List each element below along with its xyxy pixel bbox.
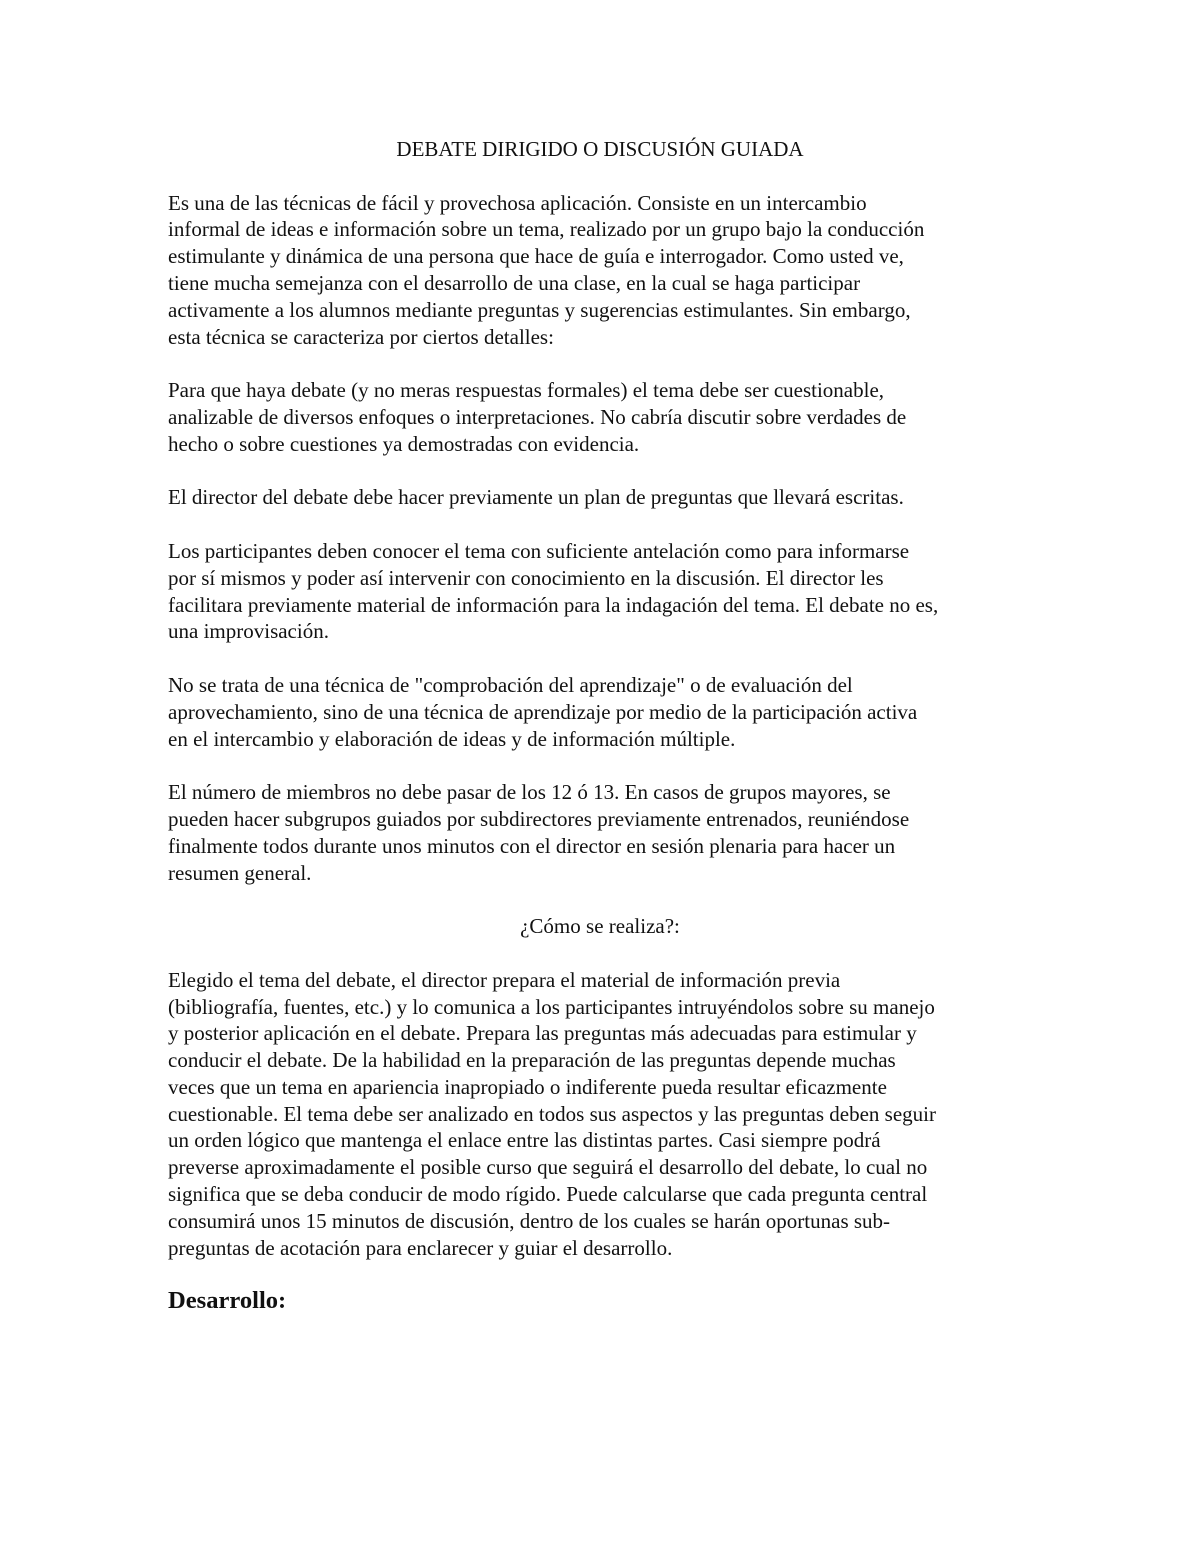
section-heading-como-se-realiza: ¿Cómo se realiza?: bbox=[520, 914, 680, 939]
text-line: esta técnica se caracteriza por ciertos detalles: bbox=[168, 324, 554, 349]
text-line: activamente a los alumnos mediante preguntas y sugerencias estimulantes. Sin embargo, bbox=[168, 297, 911, 322]
text-line: El número de miembros no debe pasar de los 12 ó 13. En casos de grupos mayores, se bbox=[168, 780, 891, 805]
text-line: significa que se deba conducir de modo rígido. Puede calcularse que cada pregunta central bbox=[168, 1182, 928, 1207]
text-line: resumen general. bbox=[168, 860, 312, 885]
text-line: El director del debate debe hacer previamente un plan de preguntas que llevará escritas. bbox=[168, 485, 904, 510]
text-line: Para que haya debate (y no meras respuestas formales) el tema debe ser cuestionable, bbox=[168, 378, 885, 403]
text-line: analizable de diversos enfoques o interpretaciones. No cabría discutir sobre verdades de bbox=[168, 404, 907, 429]
text-line: un orden lógico que mantenga el enlace entre las distintas partes. Casi siempre podrá bbox=[168, 1128, 881, 1153]
text-line: facilitara previamente material de información para la indagación del tema. El debate no es, bbox=[168, 592, 939, 617]
text-line: No se trata de una técnica de "comprobación del aprendizaje" o de evaluación del bbox=[168, 672, 853, 697]
paragraph-miembros bbox=[168, 779, 1032, 886]
text-line: pueden hacer subgrupos guiados por subdirectores previamente entrenados, reuniéndose bbox=[168, 806, 910, 831]
paragraph-aprendizaje bbox=[168, 672, 1032, 752]
text-line: conducir el debate. De la habilidad en la preparación de las preguntas depende muchas bbox=[168, 1048, 896, 1073]
paragraph-director-plan bbox=[168, 484, 1032, 511]
text-line: Elegido el tema del debate, el director prepara el material de información previa bbox=[168, 967, 841, 992]
text-line: y posterior aplicación en el debate. Prepara las preguntas más adecuadas para estimular y bbox=[168, 1021, 917, 1046]
text-line: por sí mismos y poder así intervenir con conocimiento en la discusión. El director les bbox=[168, 565, 884, 590]
paragraph-procedimiento bbox=[168, 967, 1032, 1262]
paragraph-participantes bbox=[168, 538, 1032, 645]
text-line: (bibliografía, fuentes, etc.) y lo comunica a los participantes intruyéndolos sobre su manejo bbox=[168, 994, 935, 1019]
text-line: hecho o sobre cuestiones ya demostradas con evidencia. bbox=[168, 431, 640, 456]
text-line: Es una de las técnicas de fácil y provechosa aplicación. Consiste en un intercambio bbox=[168, 190, 867, 215]
document-title: DEBATE DIRIGIDO O DISCUSIÓN GUIADA bbox=[396, 137, 804, 161]
text-line: en el intercambio y elaboración de ideas y de información múltiple. bbox=[168, 726, 736, 751]
text-line: preguntas de acotación para enclarecer y guiar el desarrollo. bbox=[168, 1235, 673, 1260]
text-line: tiene mucha semejanza con el desarrollo de una clase, en la cual se haga participar bbox=[168, 270, 861, 295]
text-line: aprovechamiento, sino de una técnica de aprendizaje por medio de la participación activa bbox=[168, 699, 918, 724]
text-line: una improvisación. bbox=[168, 619, 329, 644]
text-line: preverse aproximadamente el posible curso que seguirá el desarrollo del debate, lo cual no bbox=[168, 1155, 928, 1180]
paragraph-cuestionable bbox=[168, 377, 1032, 457]
paragraph-intro bbox=[168, 190, 1032, 351]
section-heading-desarrollo: Desarrollo: bbox=[168, 1287, 287, 1315]
text-line: consumirá unos 15 minutos de discusión, dentro de los cuales se harán oportunas sub- bbox=[168, 1208, 891, 1233]
text-line: cuestionable. El tema debe ser analizado en todos sus aspectos y las preguntas deben seguir bbox=[168, 1101, 937, 1126]
document-body bbox=[168, 136, 1032, 1315]
text-line: Los participantes deben conocer el tema con suficiente antelación como para informarse bbox=[168, 538, 910, 563]
text-line: veces que un tema en apariencia inapropiado o indiferente pueda resultar eficazmente bbox=[168, 1074, 887, 1099]
text-line: informal de ideas e información sobre un tema, realizado por un grupo bajo la conducción bbox=[168, 217, 925, 242]
text-line: estimulante y dinámica de una persona que hace de guía e interrogador. Como usted ve, bbox=[168, 244, 904, 269]
text-line: finalmente todos durante unos minutos con el director en sesión plenaria para hacer un bbox=[168, 833, 896, 858]
